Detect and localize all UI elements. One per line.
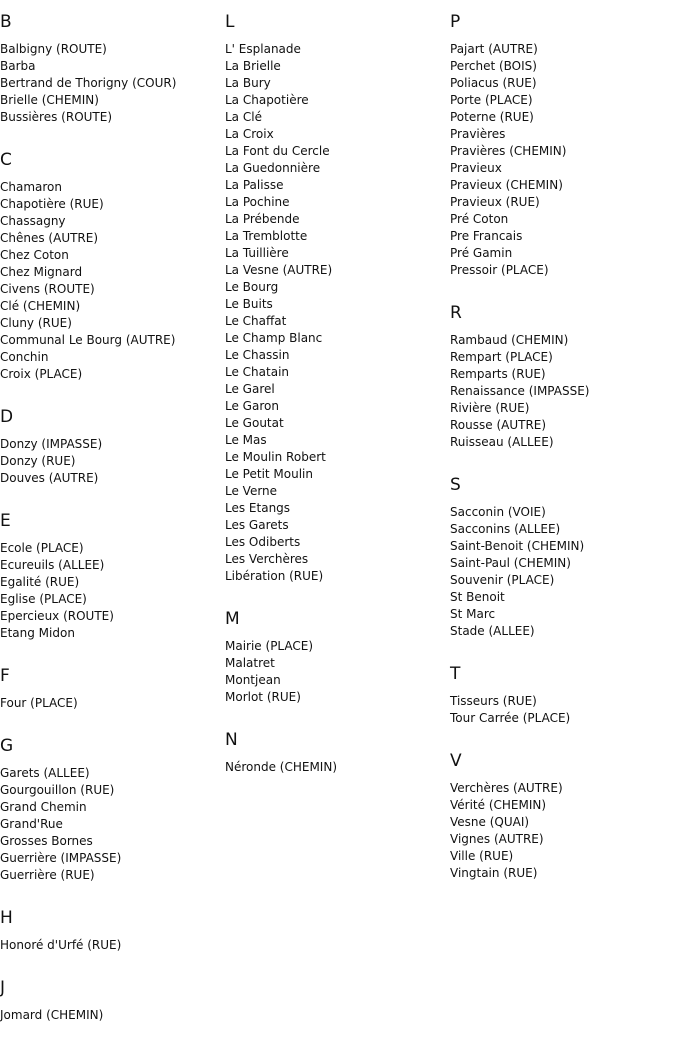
street-link[interactable]: Four (PLACE) (0, 696, 78, 710)
street-link[interactable]: Cluny (RUE) (0, 316, 72, 330)
street-list (225, 759, 449, 776)
street-link[interactable]: Vesne (QUAI) (450, 815, 530, 829)
street-link[interactable]: Ecureuils (ALLEE) (0, 558, 105, 572)
letter-heading: F (0, 666, 10, 686)
street-link[interactable]: Communal Le Bourg (AUTRE) (0, 333, 176, 347)
street-list (0, 41, 224, 126)
letter-heading: H (0, 908, 13, 928)
letter-heading: L (225, 12, 235, 32)
street-link[interactable]: Honoré d'Urfé (RUE) (0, 938, 122, 952)
street-link[interactable]: La Clé (225, 110, 262, 124)
street-link[interactable]: Tour Carrée (PLACE) (450, 711, 571, 725)
street-link[interactable]: Epercieux (ROUTE) (0, 609, 114, 623)
street-link[interactable]: Pré Coton (450, 212, 509, 226)
street-link[interactable]: Pravières (450, 127, 506, 141)
street-list (0, 1007, 224, 1024)
street-link[interactable]: Pressoir (PLACE) (450, 263, 549, 277)
letter-group (0, 11, 224, 126)
street-link[interactable]: Bertrand de Thorigny (COUR) (0, 76, 177, 90)
street-link[interactable]: La Pochine (225, 195, 290, 209)
letter-heading: P (450, 12, 461, 32)
street-link[interactable]: Vérité (CHEMIN) (450, 798, 547, 812)
street-link[interactable]: Jomard (CHEMIN) (0, 1008, 104, 1022)
letter-group (0, 735, 224, 884)
street-link[interactable]: Douves (AUTRE) (0, 471, 99, 485)
street-link[interactable]: Donzy (IMPASSE) (0, 437, 103, 451)
street-link[interactable]: Guerrière (RUE) (0, 868, 95, 882)
street-link[interactable]: Pajart (AUTRE) (450, 42, 538, 56)
street-list (0, 540, 224, 642)
street-link[interactable]: Pravieux (CHEMIN) (450, 178, 563, 192)
street-list (0, 765, 224, 884)
street-link[interactable]: Conchin (0, 350, 49, 364)
letter-heading: M (225, 609, 240, 629)
street-link[interactable]: Pravieux (RUE) (450, 195, 540, 209)
street-link[interactable]: Poliacus (RUE) (450, 76, 537, 90)
street-link[interactable]: La Bury (225, 76, 271, 90)
letter-heading: V (450, 751, 462, 771)
letter-group (450, 750, 674, 882)
street-link[interactable]: Brielle (CHEMIN) (0, 93, 99, 107)
street-link[interactable]: Guerrière (IMPASSE) (0, 851, 122, 865)
street-link[interactable]: Chez Coton (0, 248, 69, 262)
letter-group (0, 977, 224, 1024)
street-link[interactable]: Pravieux (450, 161, 502, 175)
letter-heading: G (0, 736, 14, 756)
letter-heading: J (0, 978, 6, 998)
letter-group (450, 474, 674, 640)
street-link[interactable]: Gourgouillon (RUE) (0, 783, 115, 797)
street-link[interactable]: Ecole (PLACE) (0, 541, 84, 555)
street-link[interactable]: Chamaron (0, 180, 62, 194)
street-link[interactable]: Bussières (ROUTE) (0, 110, 113, 124)
street-link[interactable]: Le Bourg (225, 280, 279, 294)
letter-heading: S (450, 475, 461, 495)
letter-group (0, 907, 224, 954)
street-list (0, 436, 224, 487)
street-link[interactable]: La Tuillière (225, 246, 289, 260)
street-link[interactable]: Garets (ALLEE) (0, 766, 90, 780)
street-link[interactable]: Morlot (RUE) (225, 690, 301, 704)
street-link[interactable]: Chapotière (RUE) (0, 197, 104, 211)
street-link[interactable]: Le Mas (225, 433, 267, 447)
street-link[interactable]: Les Garets (225, 518, 289, 532)
street-link[interactable]: Pravières (CHEMIN) (450, 144, 567, 158)
street-link[interactable]: La Guedonnière (225, 161, 321, 175)
street-link[interactable]: La Tremblotte (225, 229, 308, 243)
letter-group (225, 11, 449, 585)
street-link[interactable]: Saint-Paul (CHEMIN) (450, 556, 571, 570)
street-link[interactable]: Croix (PLACE) (0, 367, 83, 381)
street-link[interactable]: Sacconin (VOIE) (450, 505, 546, 519)
street-list (450, 780, 674, 882)
street-link[interactable]: La Font du Cercle (225, 144, 330, 158)
letter-group (0, 406, 224, 487)
street-link[interactable]: Perchet (BOIS) (450, 59, 537, 73)
street-link[interactable]: Le Chatain (225, 365, 290, 379)
street-link[interactable]: Rempart (PLACE) (450, 350, 553, 364)
street-link[interactable]: Barba (0, 59, 36, 73)
street-link[interactable]: Etang Midon (0, 626, 75, 640)
street-link[interactable]: Le Garel (225, 382, 275, 396)
letter-heading: B (0, 12, 12, 32)
street-link[interactable]: Grosses Bornes (0, 834, 93, 848)
street-link[interactable]: Rousse (AUTRE) (450, 418, 547, 432)
street-list (0, 937, 224, 954)
street-link[interactable]: La Chapotière (225, 93, 309, 107)
street-link[interactable]: Les Odiberts (225, 535, 301, 549)
street-link[interactable]: Le Buits (225, 297, 273, 311)
street-link[interactable]: Grand Chemin (0, 800, 87, 814)
street-link[interactable]: Civens (ROUTE) (0, 282, 95, 296)
street-list (450, 41, 674, 279)
street-link[interactable]: Libération (RUE) (225, 569, 324, 583)
street-link[interactable]: Les Etangs (225, 501, 291, 515)
street-list (450, 504, 674, 640)
street-list (0, 695, 224, 712)
street-index-column-2 (225, 11, 449, 799)
street-list (225, 41, 449, 585)
letter-heading: T (450, 664, 461, 684)
street-link[interactable]: Tisseurs (RUE) (450, 694, 537, 708)
street-link[interactable]: Donzy (RUE) (0, 454, 76, 468)
street-link[interactable]: Le Verne (225, 484, 278, 498)
street-link[interactable]: Vignes (AUTRE) (450, 832, 544, 846)
street-link[interactable]: Le Chassin (225, 348, 290, 362)
letter-heading: D (0, 407, 14, 427)
street-link[interactable]: Porte (PLACE) (450, 93, 533, 107)
street-list (225, 638, 449, 706)
street-link[interactable]: Néronde (CHEMIN) (225, 760, 338, 774)
street-link[interactable]: La Prébende (225, 212, 300, 226)
letter-group (0, 510, 224, 642)
street-list (0, 179, 224, 383)
street-link[interactable]: Chênes (AUTRE) (0, 231, 99, 245)
street-link[interactable]: Pré Gamin (450, 246, 513, 260)
street-index-column-3 (450, 11, 674, 905)
street-link[interactable]: Grand'Rue (0, 817, 63, 831)
letter-group (0, 665, 224, 712)
street-list (450, 693, 674, 727)
letter-heading: R (450, 303, 462, 323)
street-link[interactable]: Ville (RUE) (450, 849, 514, 863)
street-link[interactable]: Chassagny (0, 214, 66, 228)
street-link[interactable]: St Marc (450, 607, 496, 621)
street-link[interactable]: Rambaud (CHEMIN) (450, 333, 569, 347)
street-link[interactable]: La Brielle (225, 59, 281, 73)
street-link[interactable]: St Benoit (450, 590, 505, 604)
street-link[interactable]: Mairie (PLACE) (225, 639, 314, 653)
letter-group (450, 302, 674, 451)
street-link[interactable]: Sacconins (ALLEE) (450, 522, 561, 536)
street-link[interactable]: Chez Mignard (0, 265, 83, 279)
street-link[interactable]: La Croix (225, 127, 274, 141)
street-link[interactable]: Le Petit Moulin (225, 467, 313, 481)
letter-heading: N (225, 730, 238, 750)
street-link[interactable]: La Vesne (AUTRE) (225, 263, 333, 277)
street-link[interactable]: Malatret (225, 656, 275, 670)
street-link[interactable]: Le Moulin Robert (225, 450, 326, 464)
street-link[interactable]: Souvenir (PLACE) (450, 573, 555, 587)
street-link[interactable]: Le Chaffat (225, 314, 287, 328)
street-link[interactable]: Rivière (RUE) (450, 401, 530, 415)
street-link[interactable]: Remparts (RUE) (450, 367, 546, 381)
letter-group (0, 149, 224, 383)
street-link[interactable]: Renaissance (IMPASSE) (450, 384, 590, 398)
street-link[interactable]: Verchères (AUTRE) (450, 781, 563, 795)
letter-heading: C (0, 150, 12, 170)
letter-group (450, 11, 674, 279)
street-link[interactable]: Montjean (225, 673, 281, 687)
letter-group (450, 663, 674, 727)
street-link[interactable]: Pre Francais (450, 229, 523, 243)
street-link[interactable]: Le Goutat (225, 416, 284, 430)
street-link[interactable]: Poterne (RUE) (450, 110, 534, 124)
street-link[interactable]: Clé (CHEMIN) (0, 299, 81, 313)
street-link[interactable]: La Palisse (225, 178, 284, 192)
street-link[interactable]: Vingtain (RUE) (450, 866, 538, 880)
street-link[interactable]: Egalité (RUE) (0, 575, 80, 589)
street-link[interactable]: Saint-Benoit (CHEMIN) (450, 539, 585, 553)
street-link[interactable]: Le Garon (225, 399, 279, 413)
street-link[interactable]: Balbigny (ROUTE) (0, 42, 107, 56)
street-index-column-1 (0, 11, 224, 1047)
street-link[interactable]: Les Verchères (225, 552, 309, 566)
street-list (450, 332, 674, 451)
street-link[interactable]: L' Esplanade (225, 42, 301, 56)
street-link[interactable]: Le Champ Blanc (225, 331, 323, 345)
street-link[interactable]: Stade (ALLEE) (450, 624, 535, 638)
letter-group (225, 729, 449, 776)
street-link[interactable]: Eglise (PLACE) (0, 592, 87, 606)
letter-group (225, 608, 449, 706)
street-link[interactable]: Ruisseau (ALLEE) (450, 435, 554, 449)
letter-heading: E (0, 511, 11, 531)
